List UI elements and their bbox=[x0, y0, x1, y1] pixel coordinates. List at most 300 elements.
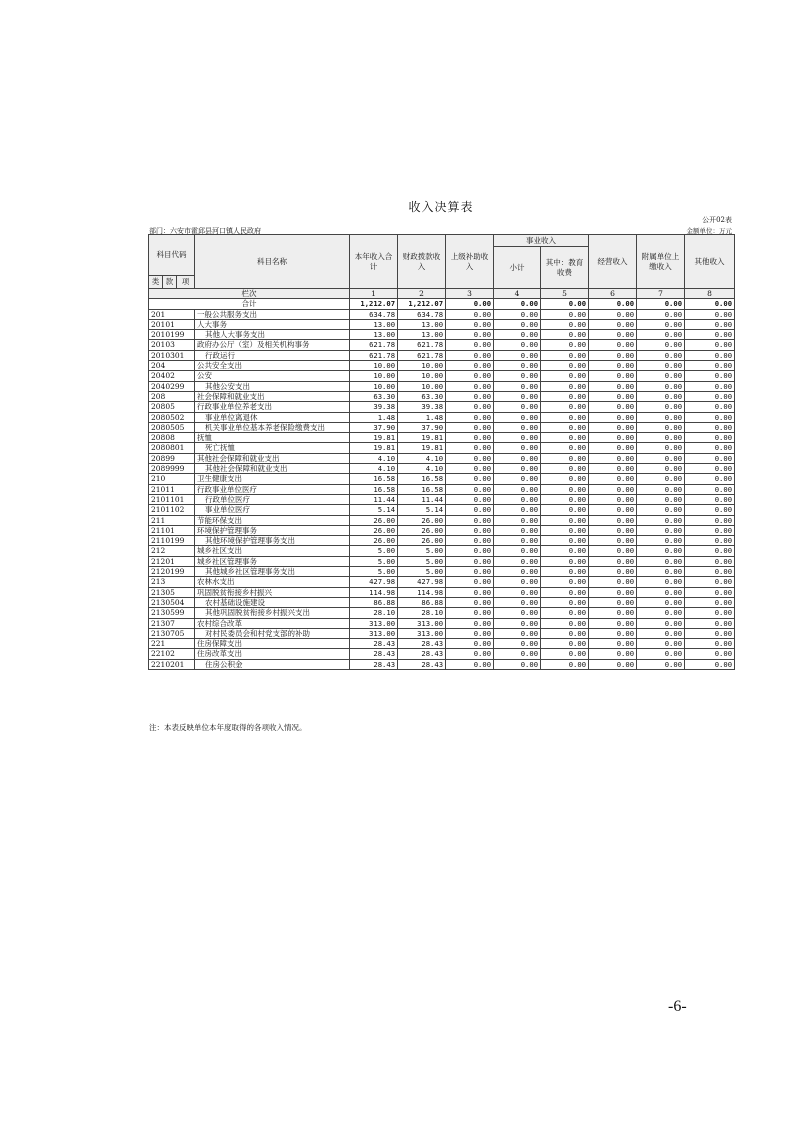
amount-cell: 0.00 bbox=[494, 361, 541, 371]
total-cell: 0.00 bbox=[637, 299, 685, 309]
amount-cell: 5.00 bbox=[398, 556, 446, 566]
table-row bbox=[149, 412, 735, 422]
subject-code: 2101102 bbox=[149, 505, 195, 515]
amount-cell: 11.44 bbox=[350, 494, 398, 504]
amount-cell: 0.00 bbox=[637, 474, 685, 484]
subject-code: 2080502 bbox=[149, 412, 195, 422]
amount-cell: 0.00 bbox=[446, 577, 494, 587]
amount-cell: 0.00 bbox=[446, 597, 494, 607]
column-number-row bbox=[149, 289, 735, 299]
amount-cell: 0.00 bbox=[685, 319, 735, 329]
header-operating: 经营收入 bbox=[589, 235, 637, 289]
amount-cell: 0.00 bbox=[541, 505, 589, 515]
amount-cell: 0.00 bbox=[637, 464, 685, 474]
subject-code: 2010199 bbox=[149, 330, 195, 340]
amount-cell: 0.00 bbox=[446, 484, 494, 494]
amount-cell: 0.00 bbox=[637, 597, 685, 607]
amount-cell: 10.00 bbox=[350, 381, 398, 391]
amount-cell: 16.58 bbox=[398, 484, 446, 494]
amount-cell: 0.00 bbox=[541, 639, 589, 649]
amount-cell: 0.00 bbox=[589, 639, 637, 649]
amount-cell: 0.00 bbox=[494, 319, 541, 329]
subject-code: 20101 bbox=[149, 319, 195, 329]
amount-cell: 0.00 bbox=[494, 402, 541, 412]
form-code: 公开02表 bbox=[702, 216, 732, 224]
amount-cell: 4.10 bbox=[350, 464, 398, 474]
total-cell: 1,212.07 bbox=[350, 299, 398, 309]
amount-cell: 0.00 bbox=[637, 639, 685, 649]
amount-cell: 0.00 bbox=[589, 484, 637, 494]
amount-cell: 0.00 bbox=[589, 515, 637, 525]
amount-cell: 5.00 bbox=[398, 567, 446, 577]
subject-code: 2010301 bbox=[149, 350, 195, 360]
total-cell: 0.00 bbox=[589, 299, 637, 309]
amount-cell: 5.14 bbox=[350, 505, 398, 515]
amount-cell: 0.00 bbox=[446, 608, 494, 618]
amount-cell: 0.00 bbox=[541, 402, 589, 412]
table-row bbox=[149, 505, 735, 515]
amount-cell: 0.00 bbox=[494, 567, 541, 577]
amount-cell: 0.00 bbox=[589, 628, 637, 638]
amount-cell: 621.78 bbox=[350, 350, 398, 360]
header-other: 其他收入 bbox=[685, 235, 735, 289]
amount-cell: 0.00 bbox=[494, 577, 541, 587]
subject-code: 210 bbox=[149, 474, 195, 484]
amount-cell: 0.00 bbox=[637, 587, 685, 597]
amount-cell: 28.10 bbox=[350, 608, 398, 618]
total-cell: 0.00 bbox=[685, 299, 735, 309]
subject-code: 201 bbox=[149, 309, 195, 319]
amount-cell: 0.00 bbox=[494, 371, 541, 381]
amount-cell: 0.00 bbox=[637, 556, 685, 566]
amount-cell: 0.00 bbox=[589, 330, 637, 340]
amount-cell: 0.00 bbox=[589, 350, 637, 360]
amount-cell: 0.00 bbox=[446, 391, 494, 401]
subject-code: 204 bbox=[149, 361, 195, 371]
amount-cell: 0.00 bbox=[494, 505, 541, 515]
amount-cell: 10.00 bbox=[398, 381, 446, 391]
subject-name: 其他公安支出 bbox=[195, 381, 350, 391]
subject-code: 20103 bbox=[149, 340, 195, 350]
amount-cell: 0.00 bbox=[494, 422, 541, 432]
subject-name: 其他巩固脱贫衔接乡村振兴支出 bbox=[195, 608, 350, 618]
amount-cell: 0.00 bbox=[685, 422, 735, 432]
amount-cell: 0.00 bbox=[541, 474, 589, 484]
table-row bbox=[149, 546, 735, 556]
subject-name: 住房改革支出 bbox=[195, 649, 350, 659]
amount-cell: 0.00 bbox=[637, 649, 685, 659]
amount-cell: 0.00 bbox=[494, 618, 541, 628]
subject-code: 2130599 bbox=[149, 608, 195, 618]
amount-cell: 0.00 bbox=[589, 464, 637, 474]
subject-code: 2110199 bbox=[149, 536, 195, 546]
subject-name: 住房保障支出 bbox=[195, 639, 350, 649]
amount-cell: 0.00 bbox=[637, 391, 685, 401]
amount-cell: 0.00 bbox=[446, 309, 494, 319]
total-label: 合计 bbox=[149, 299, 350, 309]
subject-code: 21307 bbox=[149, 618, 195, 628]
header-affiliated: 附属单位上缴收入 bbox=[637, 235, 685, 289]
header-fiscal: 财政拨款收入 bbox=[398, 235, 446, 289]
amount-cell: 0.00 bbox=[494, 587, 541, 597]
subject-name: 机关事业单位基本养老保险缴费支出 bbox=[195, 422, 350, 432]
subject-code: 213 bbox=[149, 577, 195, 587]
amount-cell: 0.00 bbox=[446, 412, 494, 422]
subject-name: 公共安全支出 bbox=[195, 361, 350, 371]
amount-cell: 0.00 bbox=[637, 608, 685, 618]
amount-cell: 0.00 bbox=[589, 536, 637, 546]
amount-cell: 37.90 bbox=[350, 422, 398, 432]
amount-cell: 37.90 bbox=[398, 422, 446, 432]
amount-cell: 0.00 bbox=[494, 628, 541, 638]
amount-cell: 0.00 bbox=[494, 391, 541, 401]
amount-cell: 0.00 bbox=[685, 597, 735, 607]
page-number: -6- bbox=[668, 998, 687, 1015]
amount-cell: 634.78 bbox=[398, 309, 446, 319]
amount-cell: 0.00 bbox=[637, 433, 685, 443]
amount-cell: 19.81 bbox=[398, 433, 446, 443]
subject-code: 21011 bbox=[149, 484, 195, 494]
amount-cell: 0.00 bbox=[494, 597, 541, 607]
subject-name: 卫生健康支出 bbox=[195, 474, 350, 484]
subject-name: 行政事业单位养老支出 bbox=[195, 402, 350, 412]
amount-cell: 0.00 bbox=[685, 381, 735, 391]
amount-cell: 313.00 bbox=[350, 628, 398, 638]
amount-cell: 0.00 bbox=[685, 546, 735, 556]
amount-cell: 16.58 bbox=[398, 474, 446, 484]
amount-cell: 0.00 bbox=[446, 381, 494, 391]
header-total: 本年收入合计 bbox=[350, 235, 398, 289]
amount-cell: 0.00 bbox=[541, 361, 589, 371]
amount-cell: 0.00 bbox=[685, 628, 735, 638]
subject-name: 节能环保支出 bbox=[195, 515, 350, 525]
amount-cell: 0.00 bbox=[637, 484, 685, 494]
table-row bbox=[149, 649, 735, 659]
amount-cell: 0.00 bbox=[637, 494, 685, 504]
col-number: 3 bbox=[446, 289, 494, 299]
amount-cell: 0.00 bbox=[637, 340, 685, 350]
amount-cell: 0.00 bbox=[446, 402, 494, 412]
subject-name: 抚恤 bbox=[195, 433, 350, 443]
amount-cell: 0.00 bbox=[494, 443, 541, 453]
amount-cell: 4.10 bbox=[398, 453, 446, 463]
amount-cell: 0.00 bbox=[494, 546, 541, 556]
amount-cell: 39.38 bbox=[398, 402, 446, 412]
amount-cell: 5.00 bbox=[350, 546, 398, 556]
table-row bbox=[149, 453, 735, 463]
amount-cell: 0.00 bbox=[637, 422, 685, 432]
total-cell: 0.00 bbox=[446, 299, 494, 309]
amount-cell: 28.10 bbox=[398, 608, 446, 618]
amount-cell: 28.43 bbox=[398, 639, 446, 649]
amount-cell: 0.00 bbox=[494, 464, 541, 474]
amount-cell: 0.00 bbox=[446, 319, 494, 329]
amount-cell: 0.00 bbox=[589, 567, 637, 577]
amount-cell: 0.00 bbox=[494, 381, 541, 391]
amount-cell: 0.00 bbox=[685, 525, 735, 535]
amount-cell: 0.00 bbox=[685, 536, 735, 546]
amount-cell: 0.00 bbox=[685, 608, 735, 618]
amount-cell: 0.00 bbox=[589, 608, 637, 618]
subject-code: 20899 bbox=[149, 453, 195, 463]
amount-cell: 0.00 bbox=[541, 340, 589, 350]
table-row bbox=[149, 639, 735, 649]
amount-cell: 0.00 bbox=[446, 422, 494, 432]
total-cell: 1,212.07 bbox=[398, 299, 446, 309]
subject-name: 行政事业单位医疗 bbox=[195, 484, 350, 494]
amount-cell: 0.00 bbox=[589, 340, 637, 350]
amount-cell: 0.00 bbox=[637, 525, 685, 535]
amount-cell: 1.48 bbox=[398, 412, 446, 422]
amount-cell: 427.98 bbox=[398, 577, 446, 587]
amount-cell: 63.30 bbox=[350, 391, 398, 401]
table-row bbox=[149, 556, 735, 566]
amount-cell: 0.00 bbox=[446, 536, 494, 546]
amount-cell: 0.00 bbox=[589, 556, 637, 566]
amount-cell: 0.00 bbox=[541, 484, 589, 494]
amount-cell: 0.00 bbox=[446, 567, 494, 577]
amount-cell: 0.00 bbox=[685, 515, 735, 525]
amount-cell: 28.43 bbox=[350, 659, 398, 669]
table-row bbox=[149, 340, 735, 350]
subject-code: 21201 bbox=[149, 556, 195, 566]
table-row bbox=[149, 597, 735, 607]
amount-cell: 0.00 bbox=[637, 505, 685, 515]
amount-cell: 0.00 bbox=[446, 525, 494, 535]
amount-cell: 0.00 bbox=[637, 319, 685, 329]
amount-cell: 0.00 bbox=[541, 371, 589, 381]
subject-name: 其他环境保护管理事务支出 bbox=[195, 536, 350, 546]
table-row bbox=[149, 361, 735, 371]
subject-code: 21305 bbox=[149, 587, 195, 597]
amount-cell: 19.81 bbox=[350, 433, 398, 443]
table-row bbox=[149, 536, 735, 546]
amount-cell: 0.00 bbox=[589, 546, 637, 556]
amount-cell: 621.78 bbox=[398, 350, 446, 360]
amount-cell: 634.78 bbox=[350, 309, 398, 319]
unit-label: 金额单位：万元 bbox=[686, 227, 732, 235]
amount-cell: 16.58 bbox=[350, 474, 398, 484]
amount-cell: 0.00 bbox=[589, 391, 637, 401]
amount-cell: 13.00 bbox=[398, 330, 446, 340]
total-cell: 0.00 bbox=[541, 299, 589, 309]
subject-code: 21101 bbox=[149, 525, 195, 535]
amount-cell: 0.00 bbox=[494, 649, 541, 659]
table-row bbox=[149, 433, 735, 443]
amount-cell: 0.00 bbox=[494, 494, 541, 504]
amount-cell: 16.58 bbox=[350, 484, 398, 494]
subject-code: 2101101 bbox=[149, 494, 195, 504]
subject-name: 其他社会保障和就业支出 bbox=[195, 464, 350, 474]
amount-cell: 0.00 bbox=[494, 608, 541, 618]
col-number: 7 bbox=[637, 289, 685, 299]
amount-cell: 0.00 bbox=[685, 494, 735, 504]
amount-cell: 0.00 bbox=[446, 443, 494, 453]
page-title: 收入决算表 bbox=[408, 200, 474, 214]
header-kuan: 款 bbox=[163, 276, 177, 289]
amount-cell: 0.00 bbox=[494, 474, 541, 484]
amount-cell: 26.00 bbox=[350, 515, 398, 525]
amount-cell: 10.00 bbox=[350, 361, 398, 371]
amount-cell: 114.98 bbox=[350, 587, 398, 597]
amount-cell: 0.00 bbox=[446, 350, 494, 360]
amount-cell: 28.43 bbox=[398, 659, 446, 669]
subject-name: 其他城乡社区管理事务支出 bbox=[195, 567, 350, 577]
subject-code: 211 bbox=[149, 515, 195, 525]
amount-cell: 10.00 bbox=[398, 371, 446, 381]
subject-code: 22102 bbox=[149, 649, 195, 659]
amount-cell: 0.00 bbox=[541, 536, 589, 546]
subject-name: 农村基础设施建设 bbox=[195, 597, 350, 607]
amount-cell: 0.00 bbox=[541, 556, 589, 566]
table-row bbox=[149, 309, 735, 319]
col-number: 4 bbox=[494, 289, 541, 299]
amount-cell: 19.81 bbox=[398, 443, 446, 453]
amount-cell: 0.00 bbox=[446, 464, 494, 474]
subject-name: 城乡社区支出 bbox=[195, 546, 350, 556]
amount-cell: 5.00 bbox=[398, 546, 446, 556]
amount-cell: 0.00 bbox=[446, 433, 494, 443]
table-row bbox=[149, 381, 735, 391]
amount-cell: 63.30 bbox=[398, 391, 446, 401]
amount-cell: 0.00 bbox=[637, 402, 685, 412]
amount-cell: 0.00 bbox=[637, 536, 685, 546]
subject-name: 政府办公厅（室）及相关机构事务 bbox=[195, 340, 350, 350]
table-row bbox=[149, 464, 735, 474]
subject-code: 20808 bbox=[149, 433, 195, 443]
table-row bbox=[149, 618, 735, 628]
amount-cell: 0.00 bbox=[541, 319, 589, 329]
amount-cell: 0.00 bbox=[541, 525, 589, 535]
table-row bbox=[149, 484, 735, 494]
amount-cell: 0.00 bbox=[446, 371, 494, 381]
amount-cell: 0.00 bbox=[446, 628, 494, 638]
header-education: 其中：教育收费 bbox=[541, 247, 589, 289]
subject-code: 2089999 bbox=[149, 464, 195, 474]
amount-cell: 0.00 bbox=[541, 464, 589, 474]
subject-name: 一般公共服务支出 bbox=[195, 309, 350, 319]
amount-cell: 0.00 bbox=[685, 443, 735, 453]
header-name: 科目名称 bbox=[195, 235, 350, 289]
amount-cell: 0.00 bbox=[589, 587, 637, 597]
col-number: 2 bbox=[398, 289, 446, 299]
amount-cell: 39.38 bbox=[350, 402, 398, 412]
amount-cell: 10.00 bbox=[398, 361, 446, 371]
header-superior: 上级补助收入 bbox=[446, 235, 494, 289]
amount-cell: 26.00 bbox=[350, 525, 398, 535]
table-row bbox=[149, 494, 735, 504]
amount-cell: 0.00 bbox=[541, 515, 589, 525]
subject-name: 农林水支出 bbox=[195, 577, 350, 587]
subject-name: 死亡抚恤 bbox=[195, 443, 350, 453]
table-row bbox=[149, 587, 735, 597]
amount-cell: 313.00 bbox=[398, 618, 446, 628]
col-number: 6 bbox=[589, 289, 637, 299]
subject-name: 住房公积金 bbox=[195, 659, 350, 669]
total-row bbox=[149, 299, 735, 309]
amount-cell: 0.00 bbox=[637, 546, 685, 556]
amount-cell: 0.00 bbox=[637, 577, 685, 587]
subject-name: 行政运行 bbox=[195, 350, 350, 360]
header-code: 科目代码 bbox=[149, 235, 195, 276]
amount-cell: 313.00 bbox=[350, 618, 398, 628]
amount-cell: 0.00 bbox=[685, 639, 735, 649]
table-row bbox=[149, 330, 735, 340]
subject-name: 公安 bbox=[195, 371, 350, 381]
subject-code: 2040299 bbox=[149, 381, 195, 391]
table-row bbox=[149, 567, 735, 577]
table-row bbox=[149, 319, 735, 329]
amount-cell: 0.00 bbox=[685, 350, 735, 360]
amount-cell: 0.00 bbox=[541, 433, 589, 443]
amount-cell: 0.00 bbox=[589, 381, 637, 391]
amount-cell: 26.00 bbox=[398, 515, 446, 525]
header-business: 事业收入 bbox=[494, 235, 589, 247]
amount-cell: 0.00 bbox=[637, 371, 685, 381]
amount-cell: 0.00 bbox=[589, 319, 637, 329]
amount-cell: 0.00 bbox=[589, 618, 637, 628]
amount-cell: 0.00 bbox=[494, 536, 541, 546]
amount-cell: 0.00 bbox=[685, 330, 735, 340]
table-row bbox=[149, 628, 735, 638]
amount-cell: 0.00 bbox=[494, 340, 541, 350]
subject-name: 对村民委员会和村党支部的补助 bbox=[195, 628, 350, 638]
amount-cell: 4.10 bbox=[398, 464, 446, 474]
amount-cell: 0.00 bbox=[541, 422, 589, 432]
subject-name: 其他人大事务支出 bbox=[195, 330, 350, 340]
subject-code: 221 bbox=[149, 639, 195, 649]
subject-name: 农村综合改革 bbox=[195, 618, 350, 628]
amount-cell: 0.00 bbox=[637, 659, 685, 669]
subject-name: 巩固脱贫衔接乡村振兴 bbox=[195, 587, 350, 597]
amount-cell: 0.00 bbox=[494, 525, 541, 535]
amount-cell: 26.00 bbox=[398, 525, 446, 535]
amount-cell: 0.00 bbox=[589, 443, 637, 453]
income-table bbox=[148, 234, 735, 670]
amount-cell: 0.00 bbox=[685, 577, 735, 587]
amount-cell: 0.00 bbox=[494, 659, 541, 669]
amount-cell: 0.00 bbox=[637, 443, 685, 453]
amount-cell: 0.00 bbox=[541, 628, 589, 638]
amount-cell: 0.00 bbox=[685, 587, 735, 597]
amount-cell: 0.00 bbox=[541, 381, 589, 391]
amount-cell: 28.43 bbox=[350, 649, 398, 659]
amount-cell: 0.00 bbox=[685, 371, 735, 381]
subject-code: 20402 bbox=[149, 371, 195, 381]
amount-cell: 0.00 bbox=[685, 433, 735, 443]
table-row bbox=[149, 525, 735, 535]
amount-cell: 0.00 bbox=[589, 361, 637, 371]
subject-code: 2120199 bbox=[149, 567, 195, 577]
amount-cell: 0.00 bbox=[589, 433, 637, 443]
amount-cell: 26.00 bbox=[350, 536, 398, 546]
amount-cell: 5.00 bbox=[350, 567, 398, 577]
amount-cell: 0.00 bbox=[541, 350, 589, 360]
amount-cell: 0.00 bbox=[446, 556, 494, 566]
amount-cell: 13.00 bbox=[398, 319, 446, 329]
subject-code: 2080505 bbox=[149, 422, 195, 432]
table-row bbox=[149, 402, 735, 412]
table-row bbox=[149, 577, 735, 587]
department-label: 部门：六安市霍邱县河口镇人民政府 bbox=[149, 227, 261, 235]
amount-cell: 0.00 bbox=[637, 330, 685, 340]
amount-cell: 0.00 bbox=[637, 381, 685, 391]
amount-cell: 0.00 bbox=[685, 412, 735, 422]
amount-cell: 26.00 bbox=[398, 536, 446, 546]
amount-cell: 0.00 bbox=[446, 587, 494, 597]
amount-cell: 11.44 bbox=[398, 494, 446, 504]
amount-cell: 0.00 bbox=[541, 587, 589, 597]
